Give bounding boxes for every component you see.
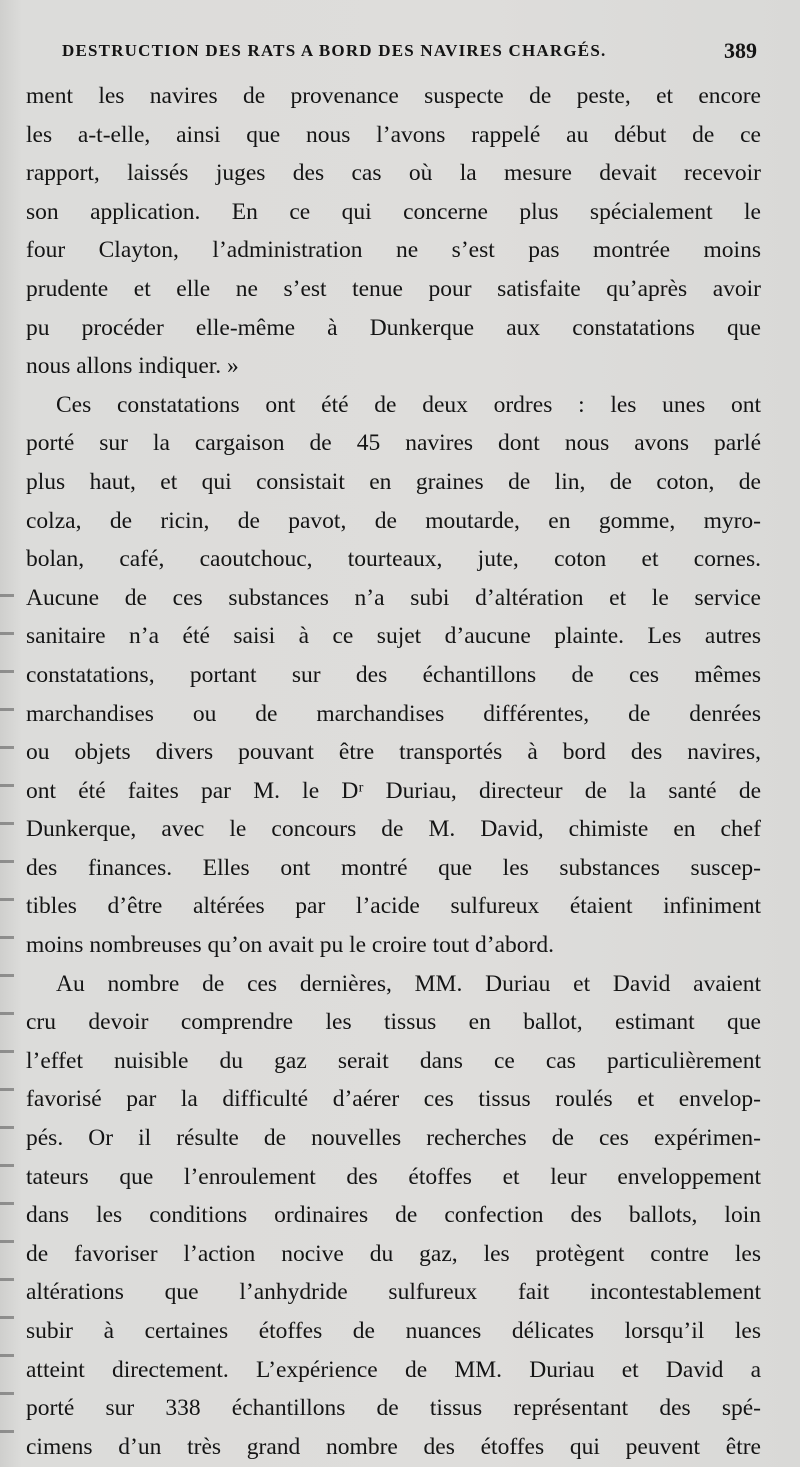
page-number: 389 xyxy=(724,38,757,63)
text-line: moins nombreuses qu’on avait pu le croire tout d’abord. xyxy=(26,932,554,959)
text-line: cimens d’un très grand nombre des étoffes qui peuvent être xyxy=(26,1433,761,1460)
text-line: cru devoir comprendre les tissus en ballot, estimant que xyxy=(26,1009,761,1036)
text-line: prudente et elle ne s’est tenue pour satisfaite qu’après avoir xyxy=(26,275,761,302)
text-line: de favoriser l’action nocive du gaz, les protègent contre les xyxy=(26,1240,761,1267)
text-line: ou objets divers pouvant être transportés à bord des navires, xyxy=(26,739,761,766)
text-line: atteint directement. L’expérience de MM. Duriau et David a xyxy=(26,1356,761,1383)
text-line: dans les conditions ordinaires de confection des ballots, loin xyxy=(26,1202,761,1229)
text-line: ment les navires de provenance suspecte de peste, et encore xyxy=(26,83,761,109)
text-line: sanitaire n’a été saisi à ce sujet d’aucune plainte. Les autres xyxy=(26,623,761,650)
text-line: Au nombre de ces dernières, MM. Duriau et David avaient xyxy=(56,970,761,997)
page-edge-shadow xyxy=(0,560,14,1460)
text-line: les a-t-elle, ainsi que nous l’avons rappelé au début de ce xyxy=(26,121,761,148)
text-line: pu procéder elle-même à Dunkerque aux constatations que xyxy=(26,314,761,341)
text-line: pés. Or il résulte de nouvelles recherches de ces expérimen- xyxy=(26,1125,761,1152)
running-head: DESTRUCTION DES RATS A BORD DES NAVIRES CHARGÉS. xyxy=(62,41,607,60)
text-line: tateurs que l’enroulement des étoffes et leur enveloppement xyxy=(26,1163,761,1190)
text-line: porté sur 338 échantillons de tissus représentant des spé- xyxy=(26,1395,761,1422)
text-line: marchandises ou de marchandises différentes, de denrées xyxy=(26,700,761,727)
text-line: des finances. Elles ont montré que les substances suscep- xyxy=(26,854,761,881)
text-line: son application. En ce qui concerne plus spécialement le xyxy=(26,198,761,225)
text-line: four Clayton, l’administration ne s’est pas montrée moins xyxy=(26,237,761,264)
text-line: Dunkerque, avec le concours de M. David, chimiste en chef xyxy=(26,816,761,843)
body-text xyxy=(26,77,761,1466)
text-line: Ces constatations ont été de deux ordres : les unes ont xyxy=(56,391,761,418)
text-line: rapport, laissés juges des cas où la mesure devait recevoir xyxy=(26,160,761,187)
text-line: colza, de ricin, de pavot, de moutarde, en gomme, myro- xyxy=(26,507,761,534)
text-line: altérations que l’anhydride sulfureux fait incontestablement xyxy=(26,1279,761,1306)
text-line: bolan, café, caoutchouc, tourteaux, jute, coton et cornes. xyxy=(26,546,761,573)
page-header xyxy=(62,36,757,66)
text-line: l’effet nuisible du gaz serait dans ce cas particulièrement xyxy=(26,1047,761,1074)
text-line: porté sur la cargaison de 45 navires dont nous avons parlé xyxy=(26,430,761,457)
text-line: subir à certaines étoffes de nuances délicates lorsqu’il les xyxy=(26,1318,761,1344)
text-line: favorisé par la difficulté d’aérer ces tissus roulés et envelop- xyxy=(26,1086,761,1113)
text-line: plus haut, et qui consistait en graines de lin, de coton, de xyxy=(26,468,761,495)
text-line: Aucune de ces substances n’a subi d’altération et le service xyxy=(26,584,761,611)
text-line: constatations, portant sur des échantillons de ces mêmes xyxy=(26,661,761,688)
text-line: ont été faites par M. le Dʳ Duriau, directeur de la santé de xyxy=(26,777,761,804)
text-line: tibles d’être altérées par l’acide sulfureux étaient infiniment xyxy=(26,893,761,920)
text-line: nous allons indiquer. » xyxy=(26,353,239,380)
